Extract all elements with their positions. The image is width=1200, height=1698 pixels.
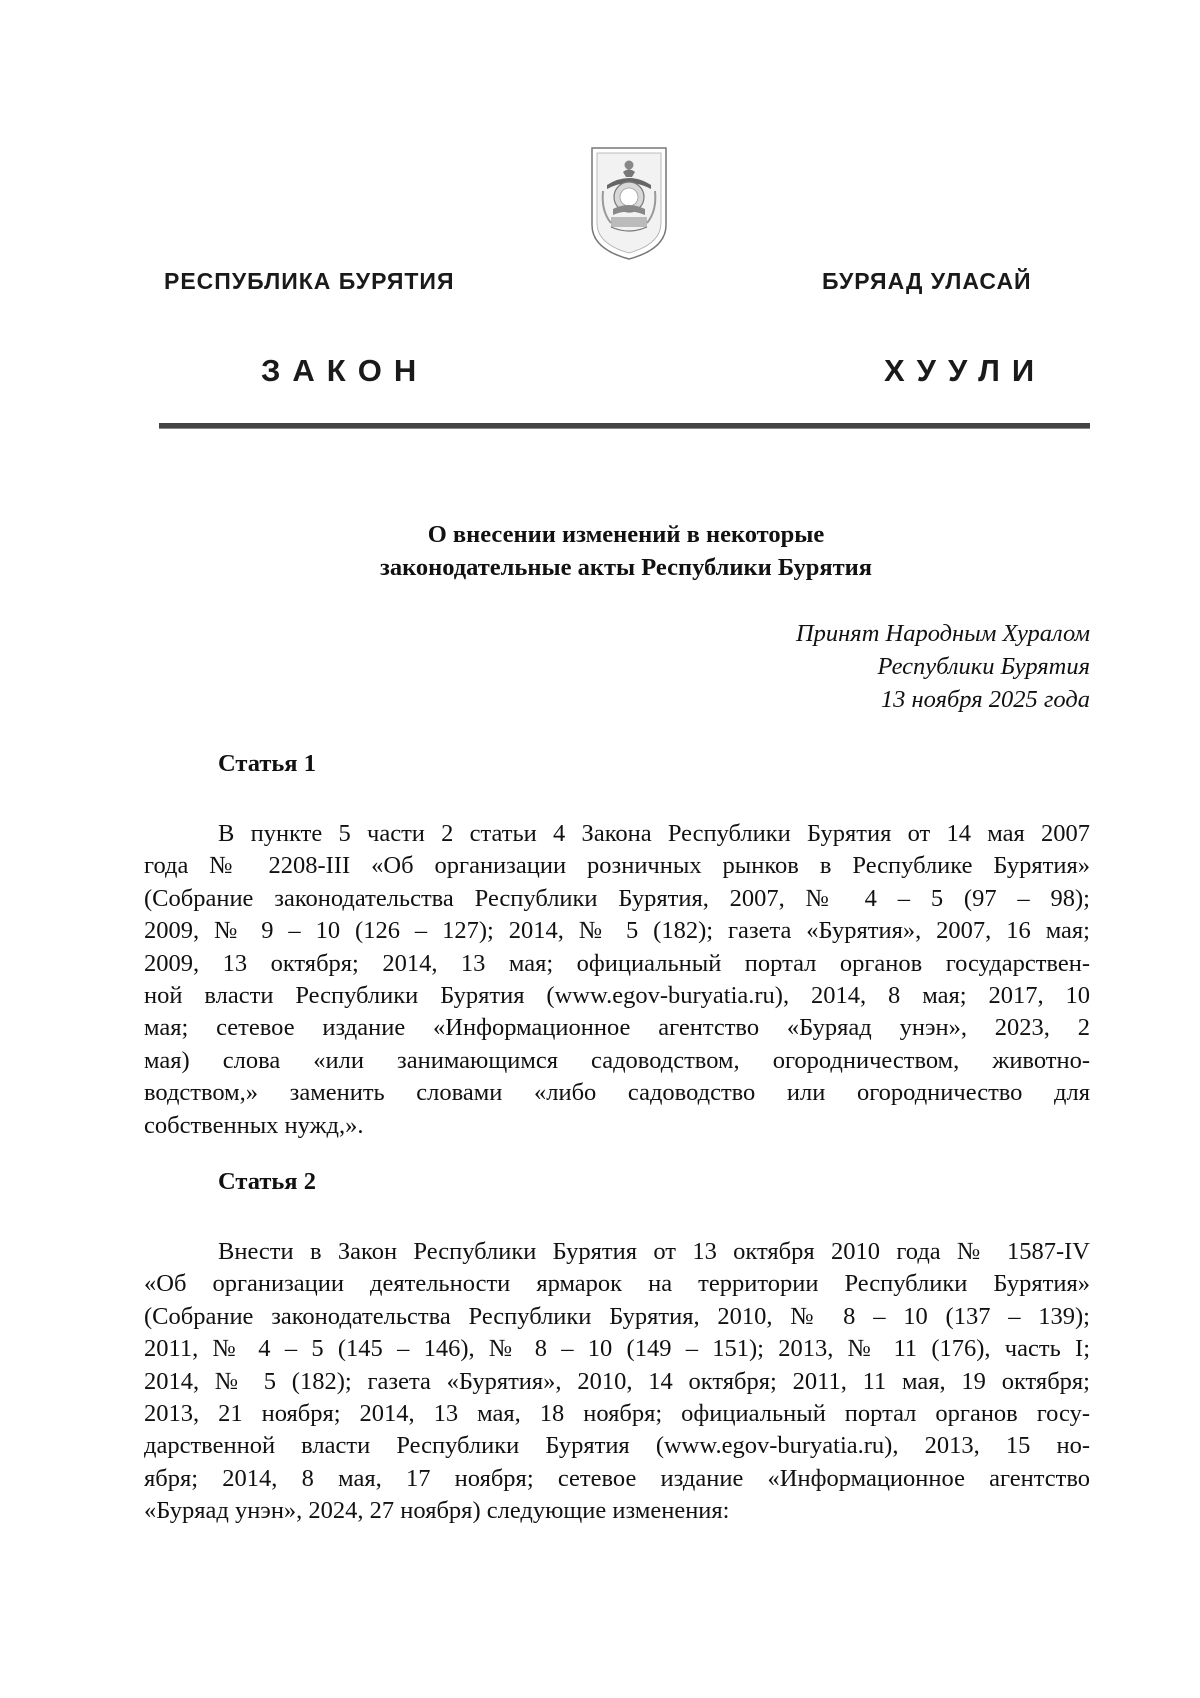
header-law-ru: ЗАКОН: [261, 353, 429, 388]
text-line: ября; 2014, 8 мая, 17 ноября; сетевое издание «Информационное агентство: [144, 1464, 1090, 1492]
article-2-heading: Статья 2: [218, 1168, 316, 1195]
text-line: (Собрание законодательства Республики Бурятия, 2007, № 4 – 5 (97 – 98);: [144, 884, 1090, 912]
text-line: Внести в Закон Республики Бурятия от 13 октября 2010 года № 1587-IV: [218, 1238, 1090, 1265]
title-line: законодательные акты Республики Бурятия: [379, 554, 873, 581]
text-line: В пункте 5 части 2 статьи 4 Закона Республики Бурятия от 14 мая 2007: [218, 820, 1090, 847]
text-line: 2009, № 9 – 10 (126 – 127); 2014, № 5 (182); газета «Бурятия», 2007, 16 мая;: [144, 917, 1090, 945]
text-line: 2009, 13 октября; 2014, 13 мая; официальный портал органов государствен-: [144, 949, 1090, 977]
text-line: ной власти Республики Бурятия (www.egov-buryatia.ru), 2014, 8 мая; 2017, 10: [144, 982, 1090, 1010]
text-line: собственных нужд,».: [144, 1111, 364, 1139]
header-law-bua: ХУУЛИ: [884, 353, 1047, 388]
text-line: 2013, 21 ноября; 2014, 13 мая, 18 ноября; официальный портал органов госу-: [144, 1400, 1090, 1428]
header-republic-ru: РЕСПУБЛИКА БУРЯТИЯ: [164, 268, 455, 294]
adoption-line: Республики Бурятия: [877, 653, 1090, 680]
text-line: «Об организации деятельности ярмарок на территории Республики Бурятия»: [144, 1270, 1090, 1298]
text-line: «Буряад унэн», 2024, 27 ноября) следующие изменения:: [144, 1497, 730, 1525]
header-republic-bua: БУРЯАД УЛАСАЙ: [822, 268, 1032, 294]
adoption-line: Принят Народным Хуралом: [795, 620, 1090, 647]
text-line: мая) слова «или занимающимся садоводством, огородничеством, животно-: [144, 1046, 1090, 1074]
text-line: мая; сетевое издание «Информационное агентство «Буряад унэн», 2023, 2: [144, 1014, 1090, 1042]
header-divider: [159, 423, 1090, 429]
article-2-text: [144, 1236, 1090, 1528]
adoption-line: 13 ноября 2025 года: [880, 686, 1090, 713]
text-line: 2014, № 5 (182); газета «Бурятия», 2010, 14 октября; 2011, 11 мая, 19 октября;: [144, 1367, 1090, 1395]
text-line: года № 2208-III «Об организации розничных рынков в Республике Бурятия»: [144, 852, 1090, 880]
coat-of-arms-emblem: [589, 145, 669, 263]
text-line: (Собрание законодательства Республики Бурятия, 2010, № 8 – 10 (137 – 139);: [144, 1302, 1090, 1330]
adoption-note: [796, 617, 1090, 716]
article-1-heading: Статья 1: [218, 750, 316, 777]
article-1-text: [144, 818, 1090, 1142]
text-line: дарственной власти Республики Бурятия (www.egov-buryatia.ru), 2013, 15 но-: [144, 1432, 1090, 1460]
document-title: [160, 518, 1092, 584]
text-line: 2011, № 4 – 5 (145 – 146), № 8 – 10 (149 – 151); 2013, № 11 (176), часть I;: [144, 1335, 1090, 1363]
title-line: О внесении изменений в некоторые: [427, 521, 825, 548]
text-line: водством,» заменить словами «либо садоводство или огородничество для: [144, 1079, 1090, 1107]
